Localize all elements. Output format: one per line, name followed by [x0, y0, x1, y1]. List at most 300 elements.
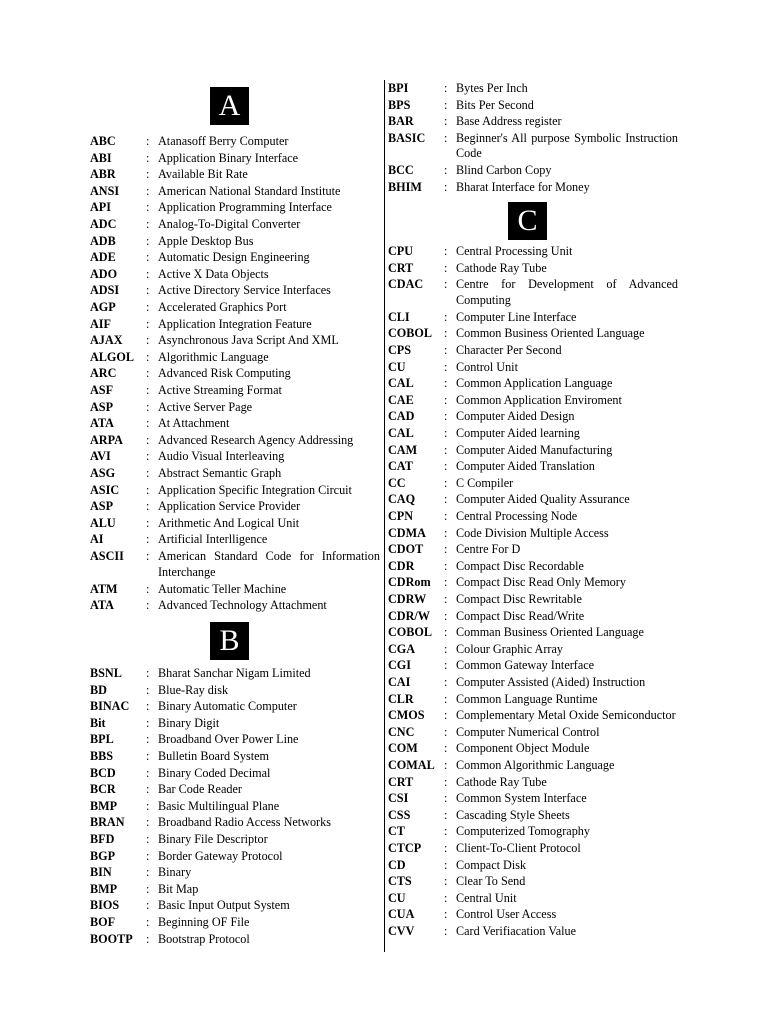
- abbreviation: BOF: [90, 915, 116, 929]
- definition: Centre For D: [456, 542, 521, 557]
- definition: Compact Disk: [456, 857, 527, 872]
- abbreviation: ADC: [90, 217, 117, 231]
- glossary-entry: [388, 658, 678, 674]
- abbreviation: CU: [388, 890, 406, 905]
- definition: C Compiler: [456, 475, 514, 490]
- definition: Computer Aided Manufacturing: [456, 442, 613, 457]
- abbreviation: CRT: [388, 260, 414, 275]
- colon-separator: :: [444, 163, 448, 178]
- definition: Binary: [158, 865, 192, 880]
- glossary-entry: [90, 532, 380, 548]
- glossary-entry: [90, 333, 380, 349]
- definition: Bit Map: [158, 881, 199, 896]
- definition: Computer Aided Translation: [456, 459, 595, 474]
- abbreviation: CTCP: [388, 841, 422, 855]
- colon-separator: :: [146, 449, 150, 464]
- glossary-entry: [90, 716, 380, 732]
- definition: Computer Aided Design: [456, 409, 575, 424]
- glossary-entry: [90, 898, 380, 914]
- glossary-entry: [90, 416, 380, 432]
- definition: Computer Assisted (Aided) Instruction: [456, 675, 646, 689]
- glossary-entry: [388, 758, 678, 774]
- abbreviation: AI: [90, 532, 104, 547]
- colon-separator: :: [444, 824, 448, 839]
- glossary-entry: [388, 642, 678, 658]
- definition: Artificial Interlligence: [158, 532, 268, 547]
- definition: Component Object Module: [456, 741, 590, 756]
- glossary-entry: [90, 466, 380, 482]
- abbreviation: BBS: [90, 749, 114, 763]
- abbreviation: BCD: [90, 765, 116, 780]
- abbreviation: CD: [388, 857, 406, 872]
- abbreviation: CAD: [388, 409, 415, 424]
- abbreviation: CLI: [388, 309, 410, 324]
- definition: Application Specific Integration Circuit: [158, 482, 352, 497]
- definition: Cathode Ray Tube: [456, 774, 547, 789]
- abbreviation: API: [90, 200, 111, 215]
- colon-separator: :: [444, 409, 448, 424]
- definition: Computer Aided Quality Assurance: [456, 492, 630, 507]
- definition: Common Algorithmic Language: [456, 758, 615, 772]
- colon-separator: :: [146, 666, 150, 680]
- glossary-entry: [90, 151, 380, 167]
- glossary-entry: [388, 131, 678, 162]
- glossary-entry: [388, 675, 678, 691]
- abbreviation: AGP: [90, 300, 116, 314]
- glossary-entry: [388, 741, 678, 757]
- definition: Active Streaming Format: [158, 383, 282, 397]
- glossary-entry: [388, 891, 678, 907]
- glossary-entry: [388, 443, 678, 459]
- definition: Colour Graphic Array: [456, 641, 563, 656]
- definition: Clear To Send: [456, 874, 526, 889]
- abbreviation: CC: [388, 475, 406, 490]
- abbreviation: CAE: [388, 392, 414, 407]
- glossary-entry: [388, 692, 678, 708]
- definition: Bootstrap Protocol: [158, 931, 250, 946]
- colon-separator: :: [444, 758, 448, 772]
- definition: Active Directory Service Interfaces: [158, 283, 331, 298]
- definition: Basic Multilingual Plane: [158, 798, 280, 813]
- colon-separator: :: [444, 459, 448, 474]
- definition: Binary Digit: [158, 715, 220, 730]
- colon-separator: :: [146, 848, 150, 863]
- glossary-entry: [90, 167, 380, 183]
- glossary-entry: [388, 360, 678, 376]
- definition: Binary Coded Decimal: [158, 765, 271, 780]
- abbreviation: ASG: [90, 466, 116, 480]
- definition: Bar Code Reader: [158, 782, 242, 797]
- colon-separator: :: [146, 898, 150, 913]
- glossary-entry: [90, 882, 380, 898]
- colon-separator: :: [444, 260, 448, 275]
- definition: Abstract Semantic Graph: [158, 466, 282, 480]
- colon-separator: :: [444, 277, 448, 292]
- definition: Algorithmic Language: [158, 349, 269, 364]
- glossary-entry: [388, 393, 678, 409]
- definition: American Standard Code for Information Interchange: [158, 549, 380, 579]
- glossary-entry: [388, 244, 678, 260]
- glossary-entry: [90, 499, 380, 515]
- colon-separator: :: [444, 130, 448, 145]
- abbreviation: CPN: [388, 509, 414, 523]
- definition: Computer Numerical Control: [456, 724, 600, 739]
- glossary-entry: [90, 200, 380, 216]
- colon-separator: :: [444, 97, 448, 112]
- abbreviation: ADE: [90, 250, 116, 265]
- colon-separator: :: [146, 765, 150, 780]
- glossary-entry: [388, 559, 678, 575]
- colon-separator: :: [146, 832, 150, 846]
- abbreviation: ADSI: [90, 283, 120, 298]
- abbreviation: CGA: [388, 641, 416, 656]
- abbreviation: CDR: [388, 558, 415, 573]
- abbreviation: CAL: [388, 376, 414, 391]
- colon-separator: :: [444, 874, 448, 889]
- glossary-entry: [388, 542, 678, 558]
- colon-separator: :: [146, 749, 150, 763]
- glossary-entry: [388, 180, 678, 196]
- abbreviation: ATA: [90, 598, 114, 613]
- glossary-entry: [388, 708, 678, 724]
- glossary-entry: [90, 483, 380, 499]
- abbreviation: CAI: [388, 675, 411, 689]
- glossary-entry: [388, 526, 678, 542]
- colon-separator: :: [146, 383, 150, 397]
- glossary-entry: [90, 865, 380, 881]
- abbreviation: ABI: [90, 150, 112, 165]
- definition: Advanced Technology Attachment: [158, 598, 327, 613]
- glossary-entry: [90, 250, 380, 266]
- definition: Common System Interface: [456, 791, 587, 806]
- colon-separator: :: [444, 608, 448, 623]
- glossary-entry: [388, 98, 678, 114]
- colon-separator: :: [444, 658, 448, 673]
- glossary-entry: [388, 476, 678, 492]
- abbreviation: ASF: [90, 383, 114, 397]
- glossary-entry: [90, 350, 380, 366]
- abbreviation: BCR: [90, 782, 116, 797]
- abbreviation: ABR: [90, 167, 116, 182]
- colon-separator: :: [146, 366, 150, 381]
- colon-separator: :: [444, 542, 448, 557]
- colon-separator: :: [146, 515, 150, 530]
- glossary-entry: [388, 426, 678, 442]
- glossary-entry: [90, 849, 380, 865]
- definition: Accelerated Graphics Port: [158, 300, 287, 314]
- abbreviation: AVI: [90, 449, 111, 464]
- abbreviation: BMP: [90, 798, 118, 813]
- definition: Analog-To-Digital Converter: [158, 217, 301, 231]
- colon-separator: :: [444, 81, 448, 95]
- definition: Beginning OF File: [158, 915, 250, 929]
- colon-separator: :: [146, 183, 150, 198]
- definition: Complementary Metal Oxide Semiconductor: [456, 708, 676, 723]
- abbreviation: BIN: [90, 865, 112, 880]
- glossary-entry: [388, 114, 678, 130]
- colon-separator: :: [444, 326, 448, 341]
- abbreviation: COBOL: [388, 326, 433, 341]
- glossary-entry: [388, 808, 678, 824]
- glossary-entry: [388, 924, 678, 940]
- glossary-entry: [90, 799, 380, 815]
- glossary-entry: [90, 184, 380, 200]
- glossary-entry: [388, 858, 678, 874]
- abbreviation: CDRom: [388, 575, 431, 590]
- definition: Audio Visual Interleaving: [158, 449, 285, 464]
- glossary-entry: [90, 666, 380, 682]
- definition: Basic Input Output System: [158, 898, 290, 913]
- abbreviation: BAR: [388, 114, 414, 129]
- colon-separator: :: [444, 309, 448, 324]
- colon-separator: :: [444, 675, 448, 689]
- definition: Common Application Language: [456, 376, 613, 391]
- abbreviation: CSI: [388, 791, 409, 806]
- glossary-entry: [388, 841, 678, 857]
- glossary-entry: [90, 782, 380, 798]
- definition: Bulletin Board System: [158, 749, 270, 763]
- colon-separator: :: [444, 907, 448, 922]
- definition: Advanced Risk Computing: [158, 366, 291, 381]
- colon-separator: :: [146, 217, 150, 231]
- abbreviation: ARPA: [90, 432, 123, 447]
- section-header-a: A: [210, 87, 249, 125]
- glossary-entry: [90, 915, 380, 931]
- colon-separator: :: [444, 359, 448, 374]
- abbreviation: BD: [90, 682, 107, 697]
- definition: Binary File Descriptor: [158, 832, 268, 846]
- glossary-entry: [388, 575, 678, 591]
- abbreviation: CAT: [388, 459, 413, 474]
- glossary-entry: [90, 449, 380, 465]
- definition: Centre for Development of Advanced Computing: [456, 277, 678, 307]
- glossary-entry: [388, 592, 678, 608]
- colon-separator: :: [146, 782, 150, 797]
- section-header-c: C: [508, 202, 547, 240]
- abbreviation: BHIM: [388, 180, 422, 194]
- glossary-entry: [90, 932, 380, 948]
- colon-separator: :: [146, 283, 150, 298]
- colon-separator: :: [146, 432, 150, 447]
- definition: Common Language Runtime: [456, 691, 598, 706]
- definition: Bits Per Second: [456, 97, 534, 112]
- colon-separator: :: [444, 924, 448, 938]
- definition: Application Integration Feature: [158, 316, 312, 331]
- glossary-entry: [388, 81, 678, 97]
- colon-separator: :: [146, 482, 150, 497]
- definition: Central Processing Unit: [456, 244, 573, 258]
- abbreviation: CMOS: [388, 708, 425, 723]
- abbreviation: CDOT: [388, 542, 424, 557]
- definition: Bharat Sanchar Nigam Limited: [158, 666, 311, 680]
- abbreviation: BPS: [388, 97, 411, 112]
- colon-separator: :: [146, 865, 150, 880]
- definition: Code Division Multiple Access: [456, 525, 609, 540]
- abbreviation: BASIC: [388, 130, 426, 145]
- colon-separator: :: [146, 150, 150, 165]
- glossary-entry: [388, 775, 678, 791]
- colon-separator: :: [146, 233, 150, 248]
- colon-separator: :: [146, 399, 150, 414]
- abbreviation: Bit: [90, 715, 106, 730]
- glossary-entry: [90, 749, 380, 765]
- colon-separator: :: [146, 134, 150, 148]
- colon-separator: :: [444, 525, 448, 540]
- abbreviation: CAM: [388, 442, 418, 457]
- colon-separator: :: [444, 442, 448, 457]
- abbreviation: CVV: [388, 924, 415, 938]
- abbreviation: CDAC: [388, 277, 424, 292]
- abbreviation: ATM: [90, 581, 118, 596]
- glossary-entry: [388, 907, 678, 923]
- colon-separator: :: [444, 857, 448, 872]
- colon-separator: :: [146, 416, 150, 431]
- colon-separator: :: [444, 641, 448, 656]
- colon-separator: :: [444, 841, 448, 855]
- abbreviation: CAL: [388, 426, 414, 440]
- colon-separator: :: [146, 915, 150, 929]
- glossary-entry: [90, 300, 380, 316]
- definition: Computer Aided learning: [456, 426, 580, 440]
- definition: Compact Disc Rewritable: [456, 592, 582, 606]
- colon-separator: :: [444, 774, 448, 789]
- column-divider: [384, 80, 385, 952]
- glossary-entry: [90, 683, 380, 699]
- abbreviation: AIF: [90, 316, 111, 331]
- definition: Arithmetic And Logical Unit: [158, 515, 300, 530]
- colon-separator: :: [444, 625, 448, 640]
- glossary-entry: [388, 874, 678, 890]
- abbreviation: CPS: [388, 343, 412, 357]
- definition: Beginner's All purpose Symbolic Instruction Code: [456, 130, 678, 161]
- abbreviation: COM: [388, 741, 418, 756]
- colon-separator: :: [146, 549, 150, 563]
- colon-separator: :: [444, 724, 448, 739]
- glossary-entry: [388, 459, 678, 475]
- definition: Computerized Tomography: [456, 824, 590, 839]
- definition: Character Per Second: [456, 343, 562, 357]
- colon-separator: :: [444, 708, 448, 723]
- colon-separator: :: [146, 200, 150, 215]
- definition: American National Standard Institute: [158, 183, 341, 198]
- glossary-entry: [388, 609, 678, 625]
- colon-separator: :: [444, 791, 448, 806]
- glossary-entry: [90, 732, 380, 748]
- abbreviation: BGP: [90, 848, 116, 863]
- colon-separator: :: [146, 881, 150, 896]
- glossary-entry: [388, 310, 678, 326]
- colon-separator: :: [146, 699, 150, 714]
- definition: Automatic Design Engineering: [158, 250, 310, 265]
- colon-separator: :: [146, 333, 150, 348]
- definition: Advanced Research Agency Addressing: [158, 432, 354, 447]
- glossary-entry: [90, 582, 380, 598]
- glossary-entry: [90, 699, 380, 715]
- glossary-entry: [388, 409, 678, 425]
- definition: Active X Data Objects: [158, 266, 269, 281]
- abbreviation: COBOL: [388, 625, 433, 640]
- definition: Blind Carbon Copy: [456, 163, 552, 178]
- abbreviation: BRAN: [90, 815, 125, 830]
- colon-separator: :: [146, 598, 150, 613]
- colon-separator: :: [444, 475, 448, 490]
- glossary-entry: [90, 400, 380, 416]
- colon-separator: :: [146, 349, 150, 364]
- colon-separator: :: [146, 316, 150, 331]
- colon-separator: :: [444, 741, 448, 756]
- colon-separator: :: [444, 426, 448, 440]
- glossary-entry: [90, 317, 380, 333]
- definition: Common Gateway Interface: [456, 658, 595, 673]
- abbreviation: AJAX: [90, 333, 123, 348]
- glossary-entry: [90, 234, 380, 250]
- glossary-entry: [90, 283, 380, 299]
- abbreviation: CDR/W: [388, 608, 430, 623]
- abbreviation: CDMA: [388, 525, 426, 540]
- colon-separator: :: [444, 890, 448, 905]
- glossary-entry: [388, 376, 678, 392]
- glossary-entry: [388, 326, 678, 342]
- colon-separator: :: [146, 466, 150, 480]
- abbreviation: BSNL: [90, 666, 122, 680]
- abbreviation: ALGOL: [90, 349, 135, 364]
- definition: Automatic Teller Machine: [158, 581, 287, 596]
- glossary-entry: [90, 516, 380, 532]
- abbreviation: ASCII: [90, 549, 124, 563]
- abbreviation: ADB: [90, 233, 116, 248]
- colon-separator: :: [146, 581, 150, 596]
- abbreviation: CLR: [388, 691, 414, 706]
- abbreviation: CT: [388, 824, 405, 839]
- colon-separator: :: [146, 815, 150, 830]
- abbreviation: BIOS: [90, 898, 120, 913]
- colon-separator: :: [444, 558, 448, 573]
- glossary-entry: [90, 598, 380, 614]
- glossary-entry: [90, 832, 380, 848]
- definition: Application Programming Interface: [158, 200, 332, 215]
- colon-separator: :: [146, 715, 150, 730]
- abbreviation: BOOTP: [90, 931, 133, 946]
- glossary-entry: [388, 625, 678, 641]
- colon-separator: :: [146, 798, 150, 813]
- glossary-entry: [90, 766, 380, 782]
- colon-separator: :: [444, 492, 448, 507]
- colon-separator: :: [444, 575, 448, 590]
- definition: Cascading Style Sheets: [456, 807, 570, 822]
- definition: Compact Disc Read Only Memory: [456, 575, 626, 590]
- glossary-entry: [90, 134, 380, 150]
- glossary-entry: [388, 277, 678, 308]
- section-header-b: B: [210, 622, 249, 660]
- colon-separator: :: [444, 592, 448, 606]
- abbreviation: ADO: [90, 266, 118, 281]
- definition: Common Business Oriented Language: [456, 326, 645, 341]
- colon-separator: :: [444, 392, 448, 407]
- colon-separator: :: [444, 244, 448, 258]
- abbreviation: CU: [388, 359, 406, 374]
- definition: Atanasoff Berry Computer: [158, 134, 289, 148]
- definition: Common Application Enviroment: [456, 392, 622, 407]
- definition: Client-To-Client Protocol: [456, 841, 581, 855]
- colon-separator: :: [444, 343, 448, 357]
- colon-separator: :: [444, 509, 448, 523]
- abbreviation: BPI: [388, 81, 409, 95]
- colon-separator: :: [146, 266, 150, 281]
- glossary-entry: [90, 433, 380, 449]
- colon-separator: :: [444, 691, 448, 706]
- definition: Apple Desktop Bus: [158, 233, 254, 248]
- abbreviation: BFD: [90, 832, 115, 846]
